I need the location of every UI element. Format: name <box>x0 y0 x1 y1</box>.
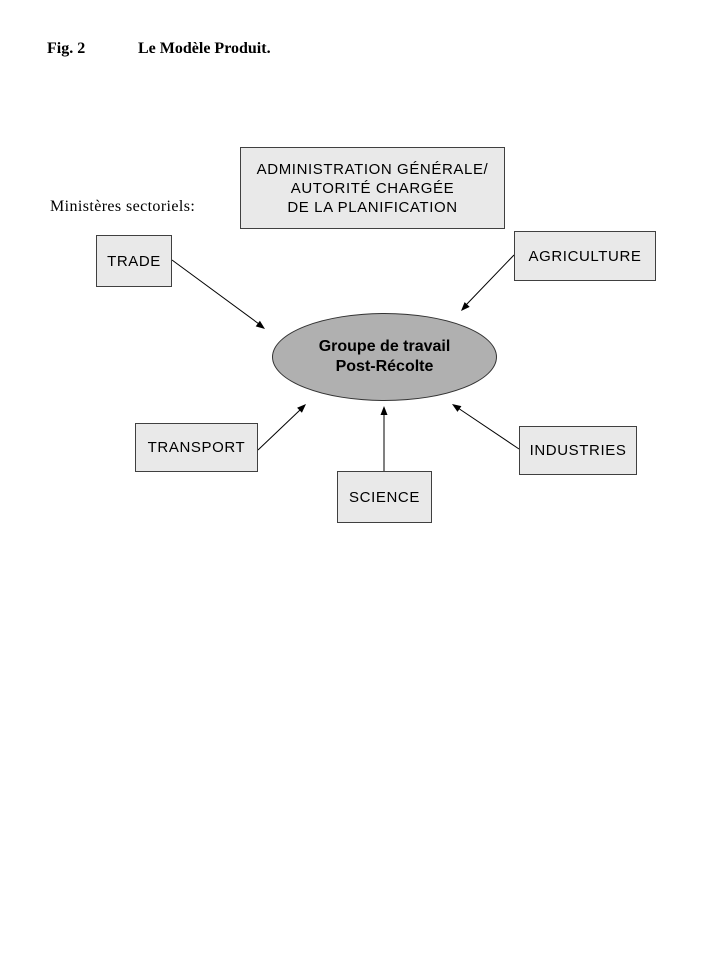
node-trade <box>96 235 172 287</box>
arrow-transport-to-group <box>258 404 306 450</box>
node-trade-label: TRADE <box>107 252 161 270</box>
admin-box-line: AUTORITÉ CHARGÉE <box>290 179 455 197</box>
node-agriculture <box>514 231 656 281</box>
figure-title: Le Modèle Produit. <box>138 40 271 57</box>
node-science <box>337 471 432 523</box>
arrow-industries-to-group <box>452 404 519 449</box>
figure-number: Fig. 2 <box>47 40 86 57</box>
working-group-line: Post-Récolte <box>335 358 434 375</box>
node-industries <box>519 426 637 475</box>
node-transport <box>135 423 258 472</box>
node-industries-label: INDUSTRIES <box>529 442 627 459</box>
sector-ministries-label: Ministères sectoriels: <box>50 198 196 215</box>
arrow-science-to-group <box>381 406 388 471</box>
node-working-group-ellipse <box>272 313 497 401</box>
admin-box-line: ADMINISTRATION GÉNÉRALE/ <box>256 160 489 178</box>
working-group-line: Groupe de travail <box>318 338 451 355</box>
arrow-agriculture-to-group <box>461 255 514 311</box>
node-transport-label: TRANSPORT <box>147 439 246 456</box>
node-administration-generale <box>240 147 505 229</box>
admin-box-line: DE LA PLANIFICATION <box>287 198 458 216</box>
node-agriculture-label: AGRICULTURE <box>528 247 642 265</box>
arrow-trade-to-group <box>172 260 265 329</box>
node-science-label: SCIENCE <box>349 488 420 506</box>
figure-caption <box>47 40 271 58</box>
